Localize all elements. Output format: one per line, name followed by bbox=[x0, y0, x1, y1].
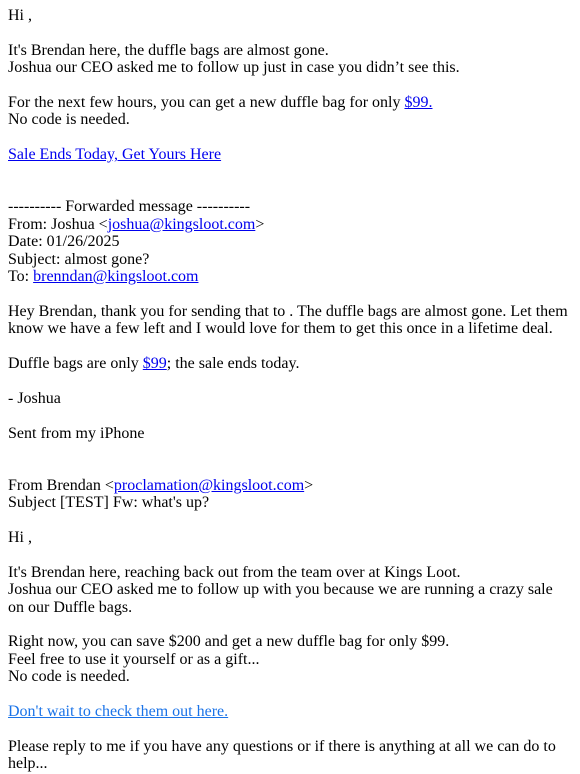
cta-paragraph bbox=[8, 703, 572, 720]
from-close: > bbox=[255, 215, 265, 233]
cta-link[interactable]: Don't wait to check them out here. bbox=[8, 703, 229, 721]
forwarded-header bbox=[8, 198, 572, 285]
original-subject: Subject [TEST] Fw: what's up? bbox=[8, 494, 210, 512]
from-label: From: Joshua < bbox=[8, 215, 108, 233]
joshua-price-pre: Duffle bags are only bbox=[8, 355, 143, 373]
joshua-body: Hey Brendan, thank you for sending that to . The duffle bags are almost gone. Let them know we have a few left and I would love for them to get this once in a lifetime deal. bbox=[8, 302, 568, 338]
forwarded-date: Date: 01/26/2025 bbox=[8, 233, 120, 251]
original-offer bbox=[8, 633, 572, 685]
intro-block bbox=[8, 42, 572, 77]
original-from-close: > bbox=[304, 476, 314, 494]
original-from bbox=[8, 477, 572, 494]
from-email-link[interactable]: joshua@kingsloot.com bbox=[107, 215, 256, 233]
greeting: Hi , bbox=[8, 7, 32, 24]
original-intro bbox=[8, 564, 572, 616]
forwarded-to bbox=[8, 268, 572, 285]
original-offer-line: Feel free to use it yourself or as a gift... bbox=[8, 650, 260, 668]
forwarded-subject: Subject: almost gone? bbox=[8, 250, 150, 268]
original-greeting: Hi , bbox=[8, 529, 32, 547]
closing-text: Please reply to me if you have any questions or if there is anything at all we can do to help... bbox=[8, 737, 556, 773]
joshua-signoff: - Joshua bbox=[8, 389, 61, 407]
intro-line: Joshua our CEO asked me to follow up just in case you didn’t see this. bbox=[8, 59, 460, 77]
offer-text: For the next few hours, you can get a new duffle bag for only bbox=[8, 94, 405, 111]
original-intro-line: Joshua our CEO asked me to follow up with you because we are running a crazy sale on our Duffle bags. bbox=[8, 581, 553, 616]
original-from-email-link[interactable]: proclamation@kingsloot.com bbox=[113, 476, 305, 494]
original-header bbox=[8, 477, 572, 512]
sale-paragraph bbox=[8, 146, 572, 163]
sent-from: Sent from my iPhone bbox=[8, 424, 145, 442]
price-link[interactable]: $99. bbox=[404, 94, 433, 111]
original-from-label: From Brendan < bbox=[8, 476, 114, 494]
joshua-price-line bbox=[8, 355, 572, 372]
offer-line bbox=[8, 94, 572, 111]
to-label: To: bbox=[8, 268, 34, 286]
original-intro-line: It's Brendan here, reaching back out from the team over at Kings Loot. bbox=[8, 563, 461, 581]
sale-link[interactable]: Sale Ends Today, Get Yours Here bbox=[8, 146, 222, 164]
original-offer-line: No code is needed. bbox=[8, 668, 130, 686]
forwarded-from bbox=[8, 216, 572, 233]
joshua-price-post: ; the sale ends today. bbox=[166, 355, 300, 373]
joshua-price-link[interactable]: $99 bbox=[142, 355, 167, 373]
intro-line: It's Brendan here, the duffle bags are almost gone. bbox=[8, 41, 329, 59]
offer-block bbox=[8, 94, 572, 129]
forwarded-divider: ---------- Forwarded message ---------- bbox=[8, 198, 251, 216]
original-offer-line: Right now, you can save $200 and get a new duffle bag for only $99. bbox=[8, 633, 450, 651]
no-code-text: No code is needed. bbox=[8, 111, 130, 129]
to-email-link[interactable]: brenndan@kingsloot.com bbox=[33, 268, 199, 286]
